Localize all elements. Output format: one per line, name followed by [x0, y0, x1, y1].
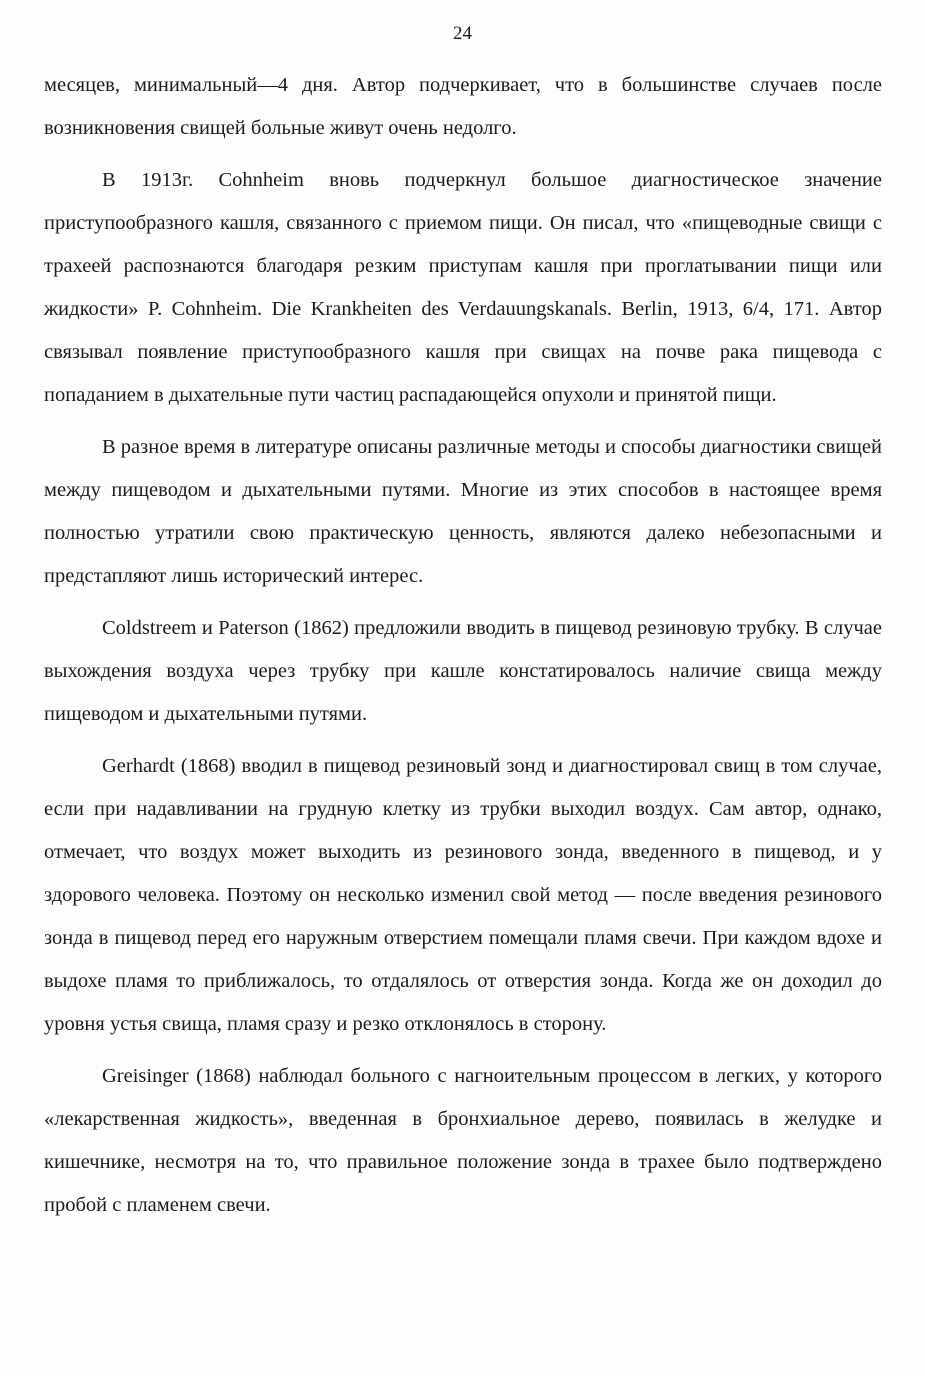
- paragraph-diagnostic-methods: В разное время в литературе описаны различные методы и способы диагностики свищей между пищеводом и дыхательными путями. Многие из этих способов в настоящее время полностью утратили свою практическую ценность, являются далеко небезопасными и предстапляют лишь исторический интерес.: [44, 436, 882, 587]
- page-number: 24: [453, 23, 472, 44]
- paragraph-continuation: месяцев, минимальный—4 дня. Автор подчеркивает, что в большинстве случаев после возникновения свищей больные живут очень недолго.: [44, 74, 882, 139]
- body-text: [44, 64, 882, 1227]
- paragraph-coldstreem-paterson: Coldstreem и Paterson (1862) предложили вводить в пищевод резиновую трубку. В случае выхождения воздуха через трубку при кашле констатировалось наличие свища между пищеводом и дыхательными путями.: [44, 617, 882, 725]
- paragraph-greisinger: Greisinger (1868) наблюдал больного с нагноительным процессом в легких, у которого «лекарственная жидкость», введенная в бронхиальное дерево, появилась в желудке и кишечнике, несмотря на то, что правильное положение зонда в трахее было подтверждено пробой с пламенем свечи.: [44, 1065, 882, 1216]
- paragraph-gerhardt: Gerhardt (1868) вводил в пищевод резиновый зонд и диагностировал свищ в том случае, если при надавливании на грудную клетку из трубки выходил воздух. Сам автор, однако, отмечает, что воздух может выходить из резинового зонда, введенного в пищевод, и у здорового человека. Поэтому он несколько изменил свой метод — после введения резинового зонда в пищевод перед его наружным отверстием помещали пламя свечи. При каждом вдохе и выдохе пламя то приближалось, то отдалялось от отверстия зонда. Когда же он доходил до уровня устья свища, пламя сразу и резко отклонялось в сторону.: [44, 755, 882, 1035]
- paragraph-cohnheim: В 1913г. Cohnheim вновь подчеркнул большое диагностическое значение приступообразного кашля, связанного с приемом пищи. Он писал, что «пищеводные свищи с трахеей распознаются благодаря резким приступам кашля при проглатывании пищи или жидкости» P. Cohnheim. Die Krankheiten des Verdauungskanals. Berlin, 1913, 6/4, 171. Автор связывал появление приступообразного кашля при свищах на почве рака пищевода с попаданием в дыхательные пути частиц распадающейся опухоли и принятой пищи.: [44, 169, 882, 406]
